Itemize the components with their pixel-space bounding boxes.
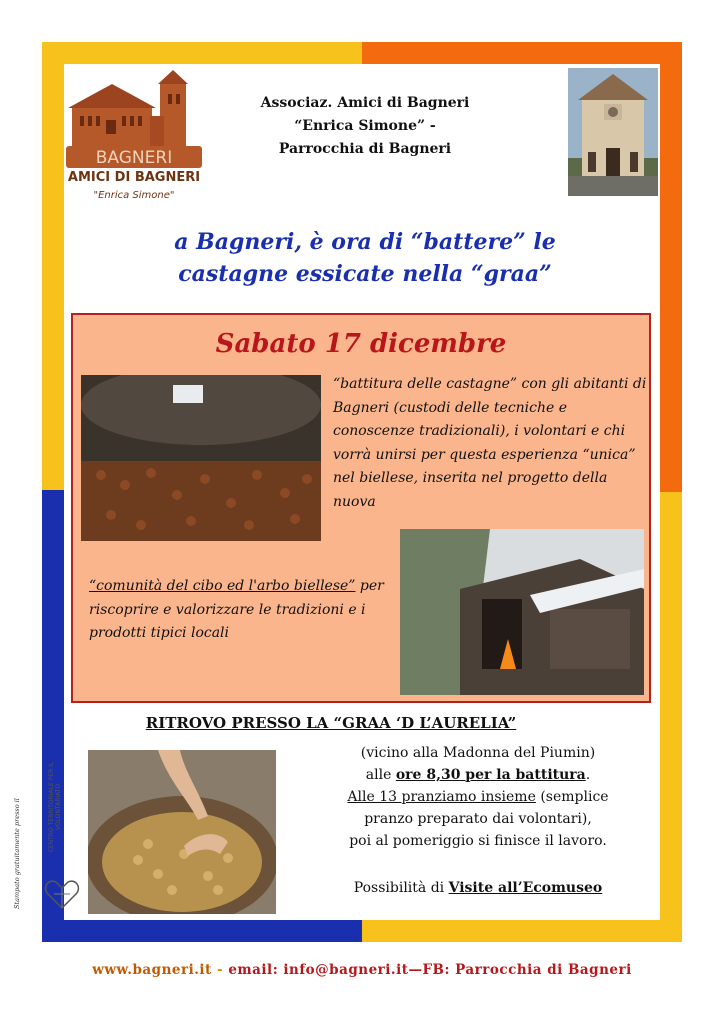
logo-brand: AMICI DI BAGNERI [67,170,201,185]
community-description [89,575,394,646]
headline-line-2: castagne essicate nella “graa” [178,261,552,287]
meeting-location: (vicino alla Madonna del Piumin) [360,745,596,761]
print-credit-text: Stampato gratuitamente presso il [13,798,21,909]
frame-right-bottom [660,492,682,942]
meeting-details [296,742,660,852]
afternoon-info: poi al pomeriggio si finisce il lavoro. [349,833,607,849]
event-date: Sabato 17 dicembre [215,329,507,359]
organizer-header [210,92,520,161]
event-box [71,313,651,703]
community-purpose: per riscoprire e valorizzare le tradizioni e i prodotti tipici locali [89,578,384,641]
frame-top-right [362,42,682,64]
lunch-info: Alle 13 pranziamo insieme (semplice [347,789,609,805]
event-headline [70,226,660,290]
meeting-time: alle ore 8,30 per la battitura. [365,767,591,783]
frame-right-top [660,42,682,492]
email-facebook[interactable]: email: info@bagneri.it—FB: Parrocchia di Bagneri [228,962,632,978]
event-description: “battitura delle castagne” con gli abitanti di Bagneri (custodi delle tecniche e conoscenze tradizionali), i volontari e chi vorrà unirsi per questa esperienza “unica” nel biellese, inserita nel progetto della nuova [333,376,647,510]
frame-top-left [42,42,362,64]
frame-bottom-right [362,920,682,942]
organizer-line-1: Associaz. Amici di Bagneri [260,95,470,111]
headline-line-1: a Bagneri, è ora di “battere” le [174,229,556,255]
organizer-line-3: Parrocchia di Bagneri [278,141,452,157]
cvt-logo [40,761,80,914]
footer-contacts: www.bagneri.it - email: info@bagneri.it—FB: Parrocchia di Bagneri [92,962,632,978]
svg-text:BAGNERI: BAGNERI [95,148,173,168]
website-link[interactable]: www.bagneri.it [92,962,212,978]
ecomuseo-visits: Possibilità di Visite all’Ecomuseo [353,880,603,896]
meeting-point-title: RITROVO PRESSO LA “GRAA ‘D L’AURELIA” [145,714,517,732]
print-credit [2,780,32,910]
graa-hut-photo [400,529,644,695]
organizer-line-2: “Enrica Simone” - [294,118,436,134]
heart-icon [42,874,82,914]
chestnuts-drying-photo [81,375,321,541]
lunch-info-cont: pranzo preparato dai volontari), [364,811,592,827]
cvt-logo-text: CENTRO TERRITORIALE PER IL VOLONTARIATO [48,761,62,853]
frame-bottom-left [42,920,362,942]
church-photo [568,68,658,196]
amici-di-bagneri-logo [64,66,204,216]
community-name: “comunità del cibo ed l'arbo biellese” [89,578,356,594]
logo-subtitle: "Enrica Simone" [93,190,175,201]
basket-chestnuts-photo [88,750,276,914]
church-logo-icon [64,66,204,170]
